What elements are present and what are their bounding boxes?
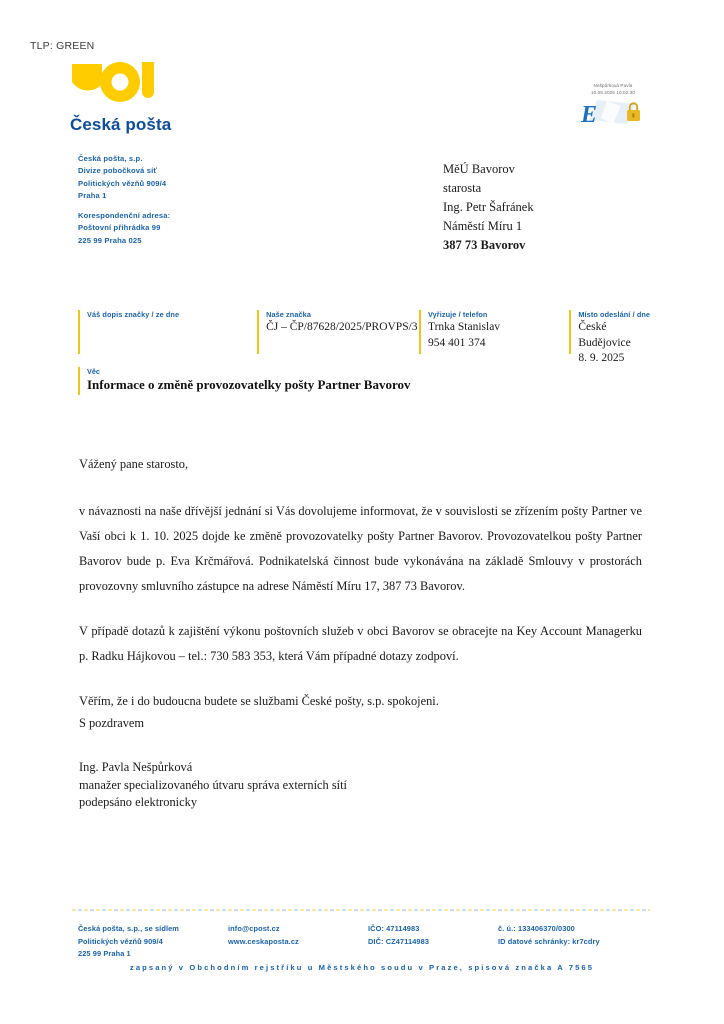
signed-electronically-note: podepsáno elektronicky [79, 795, 198, 810]
correspondence-city: 225 99 Praha 025 [78, 235, 142, 245]
sender-division: Divize pobočková síť [78, 166, 158, 176]
your-reference-field [78, 310, 257, 367]
recipient-name: Ing. Petr Šafránek [443, 200, 534, 214]
place-date-label: Místo odeslání / dne [578, 310, 651, 319]
subject-block [78, 367, 411, 393]
subject-label: Věc [87, 367, 100, 376]
your-reference-label: Váš dopis značky / ze dne [87, 310, 180, 319]
esignature-signer: Nešpůrková Pavla [593, 83, 633, 88]
send-date: 8. 9. 2025 [578, 352, 625, 365]
electronic-signature-stamp [563, 82, 663, 126]
body-paragraph-3: Věřím, že i do budoucna budete se službami České pošty, s.p. spokojeni. [79, 694, 439, 709]
footer-company-city: 225 99 Praha 1 [78, 949, 131, 959]
signer-position: manažer specializovaného útvaru správa externích sítí [79, 777, 348, 792]
footer-ids-column [368, 923, 498, 961]
sender-company: Česká pošta, s.p. [78, 154, 143, 163]
ceska-posta-logo [70, 60, 190, 135]
subject-title: Informace o změně provozovatelky pošty Partner Bavorov [87, 377, 411, 392]
footer-company-name: Česká pošta, s.p., se sídlem [78, 924, 179, 933]
handler-phone: 954 401 374 [427, 336, 486, 349]
body-paragraph-1: v návaznosti na naše dřívější jednání si Vás dovolujeme informovat, že v souvislosti se zřízením pošty Partner ve Vaší obci k 1. 10. 2025 dojde ke změně provozovatelky pošty Partner Bavorov. Provozovatelkou pošty Partner Bavorov bude p. Eva Krčmářová. Podnikatelská činnost bude vykonávána na základě Smlouvy v prostorách provozovny smluvního zástupce na adrese Náměstí Míru 17, 387 73 Bavorov. [79, 504, 642, 594]
footer-legal-registration: zapsaný v Obchodním rejstříku u Městského soudu v Praze, spisová značka A 7565 [129, 963, 595, 972]
recipient-organization: MěÚ Bavorov [443, 162, 515, 176]
handler-name: Trnka Stanislav [427, 321, 501, 333]
post-horn-icon [70, 60, 160, 112]
body-paragraph-2: V případě dotazů k zajištění výkonu poštovních služeb v obci Bavorov se obracejte na Key Account Managerku p. Radku Hájkovou – tel.: 730 583 353, která Vám případné dotazy zodpoví. [79, 624, 642, 664]
logo-wordmark: Česká pošta [70, 115, 172, 134]
sender-city: Praha 1 [78, 190, 107, 200]
signer-name: Ing. Pavla Nešpůrková [79, 760, 193, 774]
reference-fields-row [78, 310, 658, 367]
footer-databox-id: ID datové schránky: kr7cdry [498, 936, 600, 946]
footer-website[interactable]: www.ceskaposta.cz [228, 936, 299, 946]
sender-address-block [78, 153, 170, 247]
footer-email[interactable]: info@cpost.cz [228, 924, 280, 933]
recipient-street: Náměstí Míru 1 [443, 219, 523, 233]
footer-company-street: Politických vězňů 909/4 [78, 936, 163, 946]
recipient-postal-city: 387 73 Bavorov [443, 238, 526, 252]
our-reference-label: Naše značka [266, 310, 311, 319]
handler-field [419, 310, 569, 367]
footer-company-column [78, 923, 228, 961]
correspondence-pobox: Poštovní přihrádka 99 [78, 223, 161, 233]
tlp-marker: TLP: GREEN [30, 40, 95, 52]
footer-dic: DIČ: CZ47114983 [368, 936, 430, 946]
our-reference-value: ČJ – ČP/87628/2025/PROVPS/3 [266, 321, 418, 333]
esignature-seal-icon [563, 98, 663, 126]
svg-text:E: E [581, 102, 598, 127]
handler-label: Vyřizuje / telefon [427, 310, 488, 319]
recipient-address-block [443, 160, 534, 255]
letter-body [79, 452, 642, 714]
footer-ico: IČO: 47114983 [368, 924, 420, 933]
recipient-role: starosta [443, 181, 482, 195]
signature-block [79, 759, 347, 812]
footer-block [78, 923, 658, 961]
salutation: Vážený pane starosto, [79, 457, 189, 471]
footer-bank-account: č. ú.: 133406370/0300 [498, 924, 575, 933]
footer-contact-column [228, 923, 368, 961]
footer-divider [72, 909, 650, 911]
footer-bank-column [498, 923, 600, 961]
esignature-timestamp: 10.09.2025 10:02:30 [590, 90, 636, 96]
correspondence-address-label: Korespondenční adresa: [78, 211, 171, 221]
closing-greeting: S pozdravem [79, 716, 145, 730]
place-date-field [569, 310, 658, 367]
place-city: České Budějovice [578, 321, 631, 349]
sender-street: Politických vězňů 909/4 [78, 178, 167, 188]
our-reference-field [257, 310, 419, 367]
